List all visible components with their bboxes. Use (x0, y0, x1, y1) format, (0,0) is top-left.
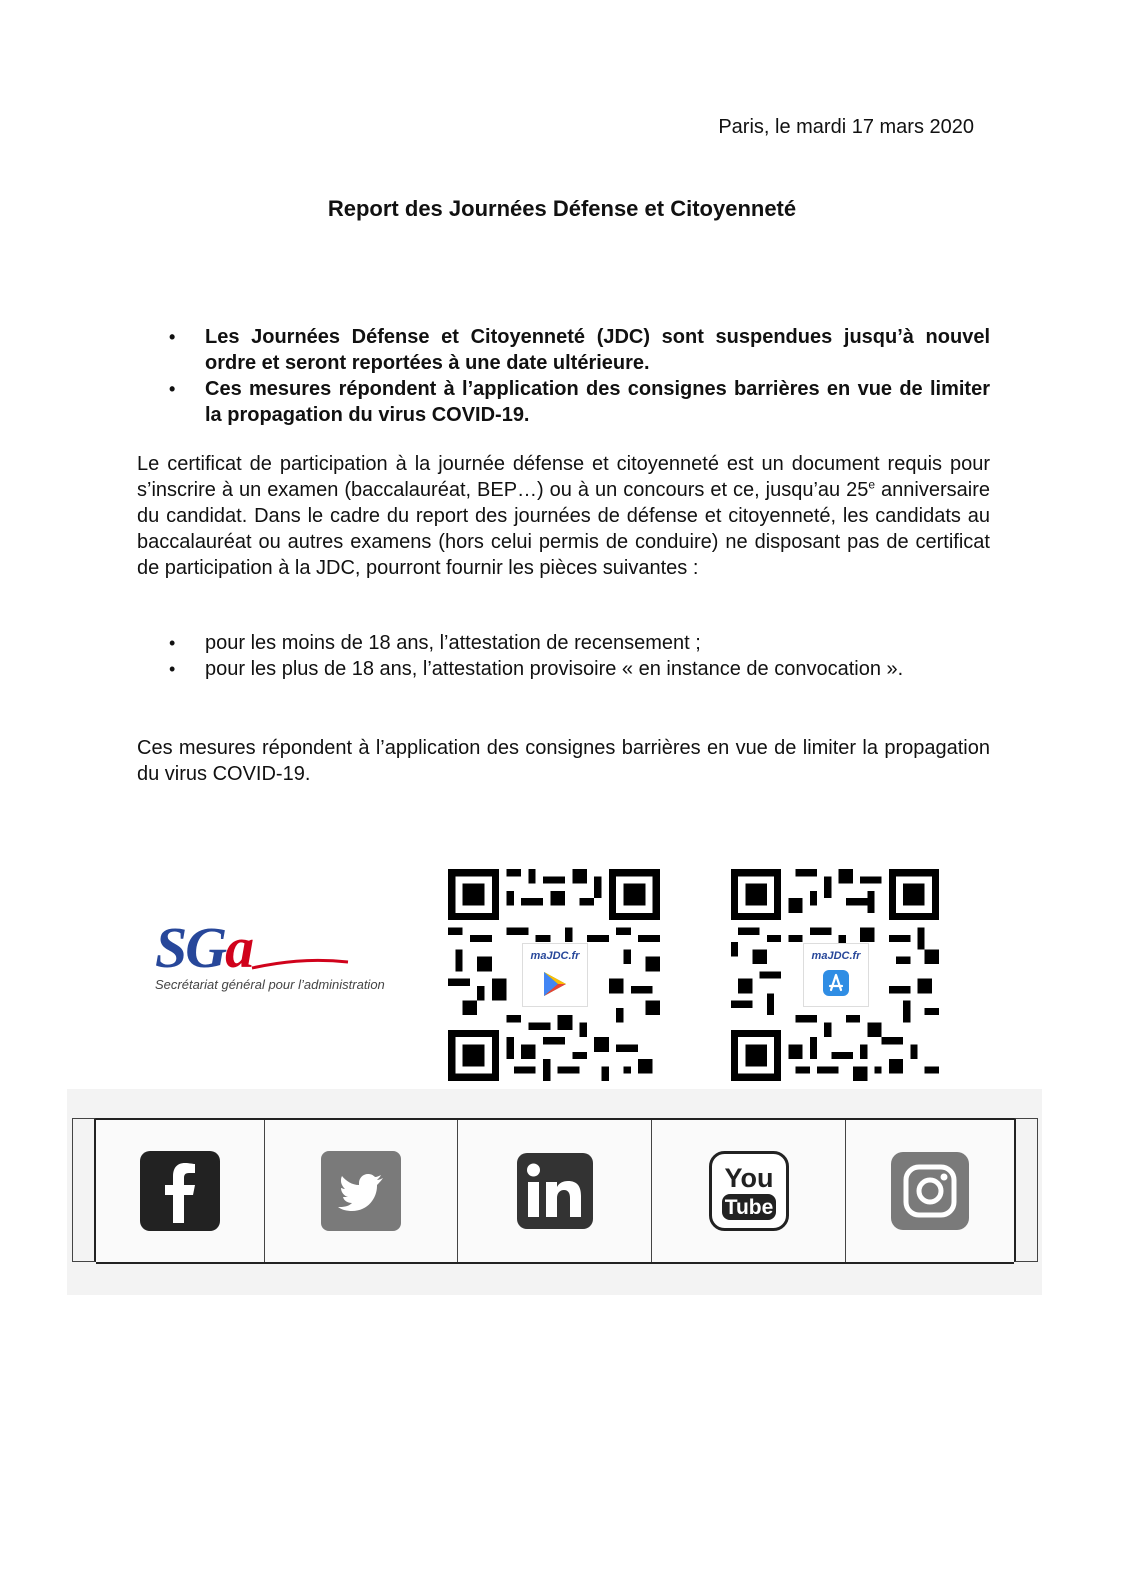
list-item: • pour les moins de 18 ans, l’attestation de recensement ; (137, 630, 990, 656)
list-item: • Les Journées Défense et Citoyenneté (JDC) sont suspendues jusqu’à nouvel ordre et seront reportées à une date ultérieure. (137, 324, 990, 376)
qr-badge (522, 943, 588, 1007)
paragraph-text: anniversaire du candidat. Dans le cadre du report des journées de défense et citoyenneté, les candidats au baccalauréat ou autres examens (hors celui permis de conduire) ne disposant pas de certificat de participation à la JDC, pourront fournir les pièces suivantes : (137, 479, 990, 579)
sga-logo (155, 915, 405, 1000)
qr-badge (803, 943, 869, 1007)
youtube-glyph-bottom: Tube (724, 1196, 773, 1219)
youtube-icon (709, 1151, 789, 1231)
list-item: • pour les plus de 18 ans, l’attestation provisoire « en instance de convocation ». (137, 656, 990, 682)
linkedin-link[interactable] (458, 1120, 652, 1262)
certificate-paragraph (137, 451, 990, 581)
page-title: Report des Journées Défense et Citoyenneté (327, 196, 797, 221)
documents-list (137, 630, 990, 682)
youtube-link[interactable] (652, 1120, 846, 1262)
logo-sg: SG (155, 915, 226, 980)
qr-code-android[interactable] (448, 869, 660, 1081)
logo-subtitle: Secrétariat général pour l’administration (155, 977, 385, 992)
table-edge-cell (72, 1118, 96, 1262)
logo-a: a (225, 915, 253, 980)
facebook-icon (140, 1151, 220, 1231)
youtube-glyph-top: You (724, 1163, 773, 1193)
social-bar (72, 1118, 1038, 1264)
qr-badge-label: maJDC.fr (530, 950, 580, 962)
twitter-link[interactable] (265, 1120, 458, 1262)
facebook-link[interactable] (96, 1120, 265, 1262)
logo-swoosh (250, 928, 350, 974)
app-store-icon (823, 970, 849, 996)
qr-code-ios[interactable] (731, 869, 939, 1081)
instagram-icon (891, 1152, 969, 1230)
google-play-icon (542, 970, 568, 998)
key-points-list (137, 324, 990, 428)
social-table (96, 1118, 1014, 1264)
instagram-link[interactable] (846, 1120, 1014, 1262)
twitter-icon (321, 1151, 401, 1231)
logo-letters (155, 915, 253, 980)
linkedin-icon (517, 1153, 593, 1229)
date-line: Paris, le mardi 17 mars 2020 (718, 116, 974, 138)
ordinal-superscript: e (868, 477, 876, 492)
closing-paragraph: Ces mesures répondent à l’application des consignes barrières en vue de limiter la propagation du virus COVID-19. (137, 737, 990, 785)
table-edge-cell (1014, 1118, 1038, 1262)
qr-badge-label: maJDC.fr (811, 950, 861, 962)
list-item: • Ces mesures répondent à l’application des consignes barrières en vue de limiter la propagation du virus COVID-19. (137, 376, 990, 428)
paragraph-text: Le certificat de participation à la journée défense et citoyenneté est un document requis pour s’inscrire à un examen (baccalauréat, BEP…) ou à un concours et ce, jusqu’au 25 (137, 453, 990, 501)
